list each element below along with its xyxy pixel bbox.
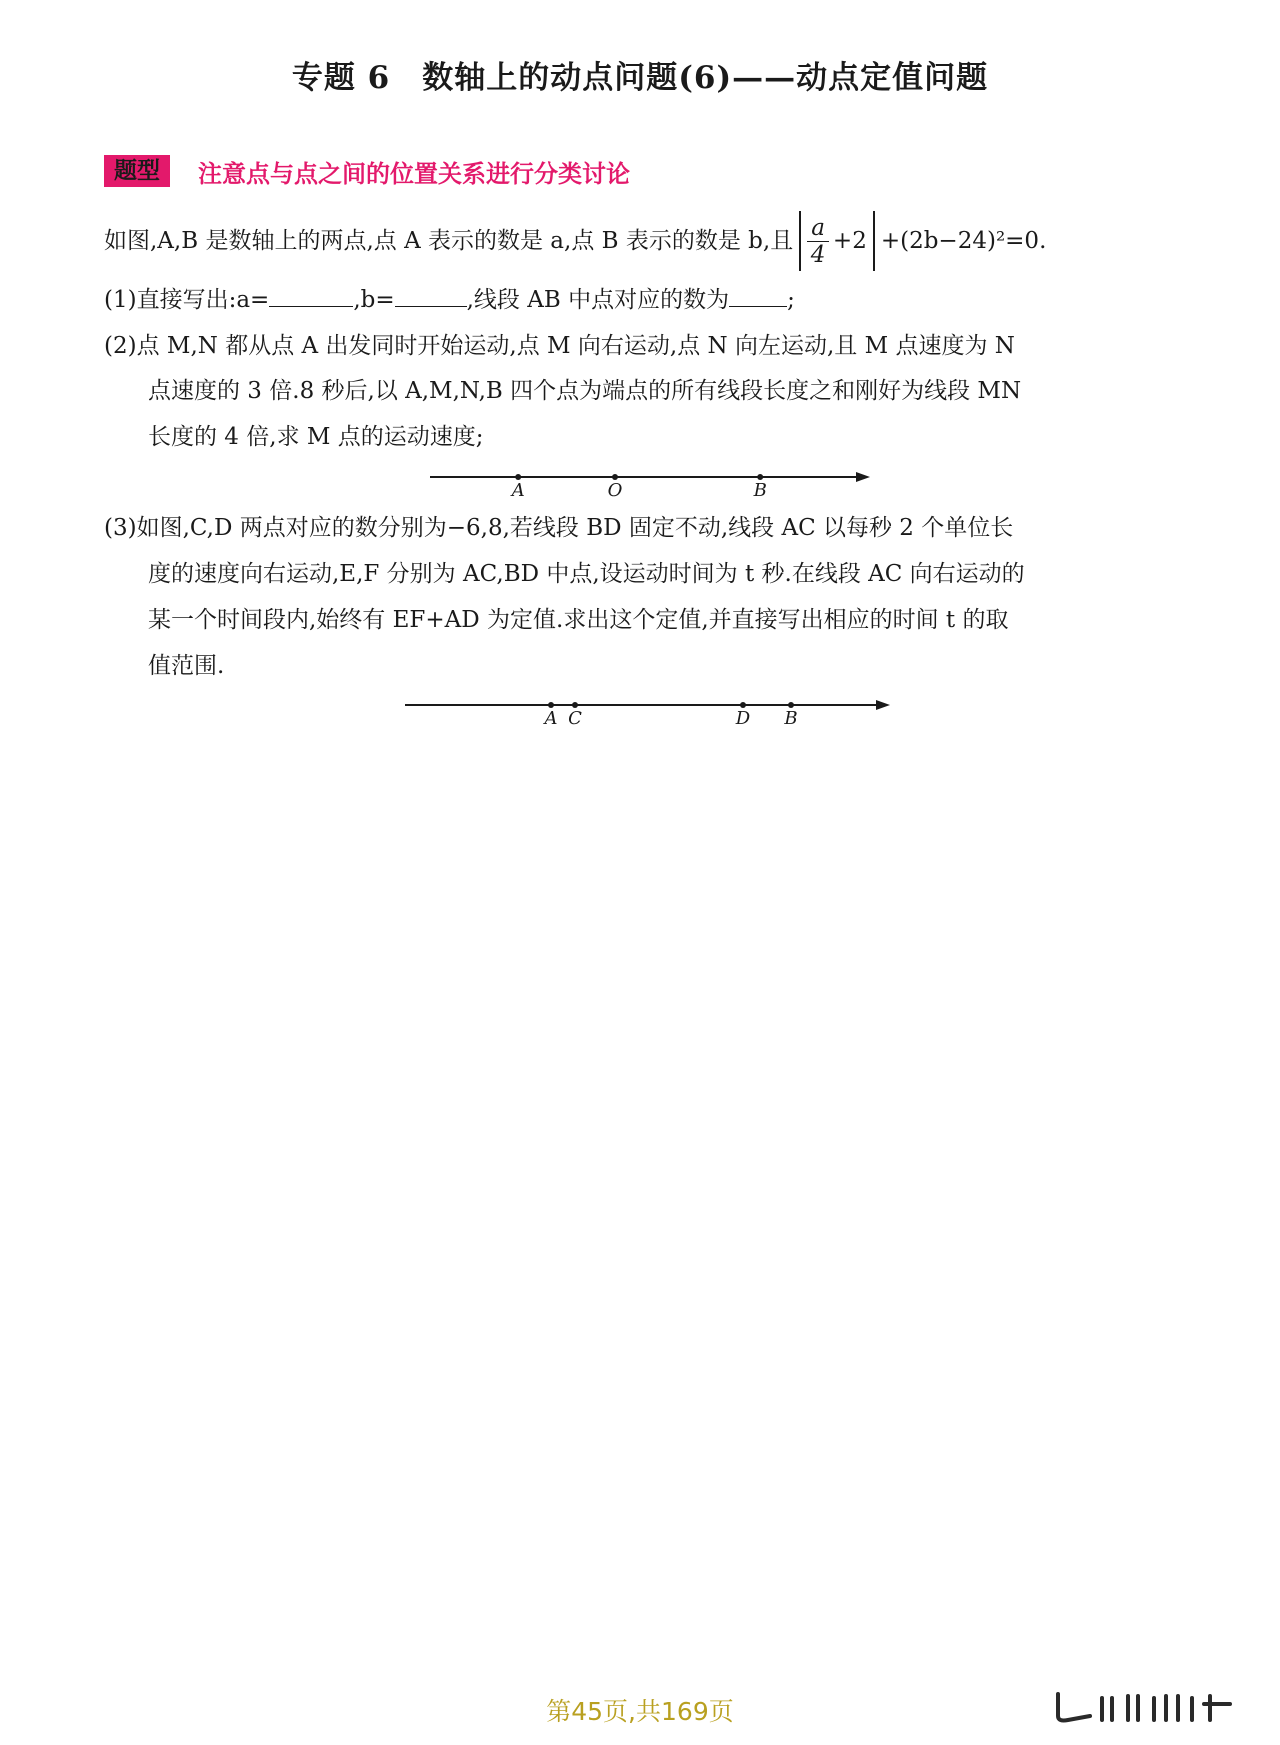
question-3-line-3: 某一个时间段内,始终有 EF+AD 为定值.求出这个定值,并直接写出相应的时间 t 的取 bbox=[148, 607, 1009, 633]
axis-arrow-icon bbox=[876, 700, 890, 710]
abs-tail: +2 bbox=[832, 228, 867, 254]
page-footer: 第45页,共169页 bbox=[546, 1697, 734, 1726]
answer-blank-a[interactable] bbox=[269, 282, 353, 307]
q1-part2: ,b= bbox=[353, 287, 395, 313]
q1-part3: ,线段 AB 中点对应的数为 bbox=[466, 287, 730, 313]
point-d-label: D bbox=[735, 708, 751, 729]
answer-blank-midpoint[interactable] bbox=[729, 282, 787, 307]
question-3-line-2: 度的速度向右运动,E,F 分别为 AC,BD 中点,设运动时间为 t 秒.在线段 AC 向右运动的 bbox=[148, 561, 1025, 587]
question-2-line-2: 点速度的 3 倍.8 秒后,以 A,M,N,B 四个点为端点的所有线段长度之和刚好为线段 MN bbox=[148, 378, 1022, 404]
problem-intro bbox=[104, 211, 1046, 271]
point-a-label: A bbox=[511, 480, 525, 501]
type-badge: 题型 bbox=[104, 155, 170, 187]
question-1 bbox=[104, 282, 795, 316]
q1-part4: ; bbox=[787, 287, 795, 313]
fraction bbox=[807, 215, 829, 268]
number-line-2 bbox=[400, 690, 900, 730]
question-2-line-3: 长度的 4 倍,求 M 点的运动速度; bbox=[148, 424, 484, 450]
point-b-label: B bbox=[753, 480, 767, 501]
q1-part1: (1)直接写出:a= bbox=[104, 287, 270, 313]
page-title: 专题 6 数轴上的动点问题(6)——动点定值问题 bbox=[291, 60, 989, 96]
point-a-label: A bbox=[544, 708, 558, 729]
question-3-line-4: 值范围. bbox=[148, 653, 225, 679]
fraction-denominator: 4 bbox=[810, 241, 826, 268]
point-c-label: C bbox=[568, 708, 582, 729]
absolute-value-expression bbox=[799, 211, 875, 271]
question-type-row bbox=[104, 152, 630, 190]
intro-text: 如图,A,B 是数轴上的两点,点 A 表示的数是 a,点 B 表示的数是 b,且 bbox=[104, 228, 794, 254]
point-o-label: O bbox=[607, 480, 623, 501]
intro-tail: +(2b−24)²=0. bbox=[880, 228, 1047, 254]
fraction-numerator: a bbox=[807, 215, 829, 242]
type-title: 注意点与点之间的位置关系进行分类讨论 bbox=[198, 159, 630, 188]
question-3-line-1: (3)如图,C,D 两点对应的数分别为−6,8,若线段 BD 固定不动,线段 AC 以每秒 2 个单位长 bbox=[104, 515, 1014, 541]
number-line-1 bbox=[420, 460, 880, 500]
axis-arrow-icon bbox=[856, 472, 870, 482]
question-2-line-1: (2)点 M,N 都从点 A 出发同时开始运动,点 M 向右运动,点 N 向左运动,且 M 点速度为 N bbox=[104, 333, 1015, 359]
answer-blank-b[interactable] bbox=[395, 282, 467, 307]
point-b-label: B bbox=[784, 708, 798, 729]
